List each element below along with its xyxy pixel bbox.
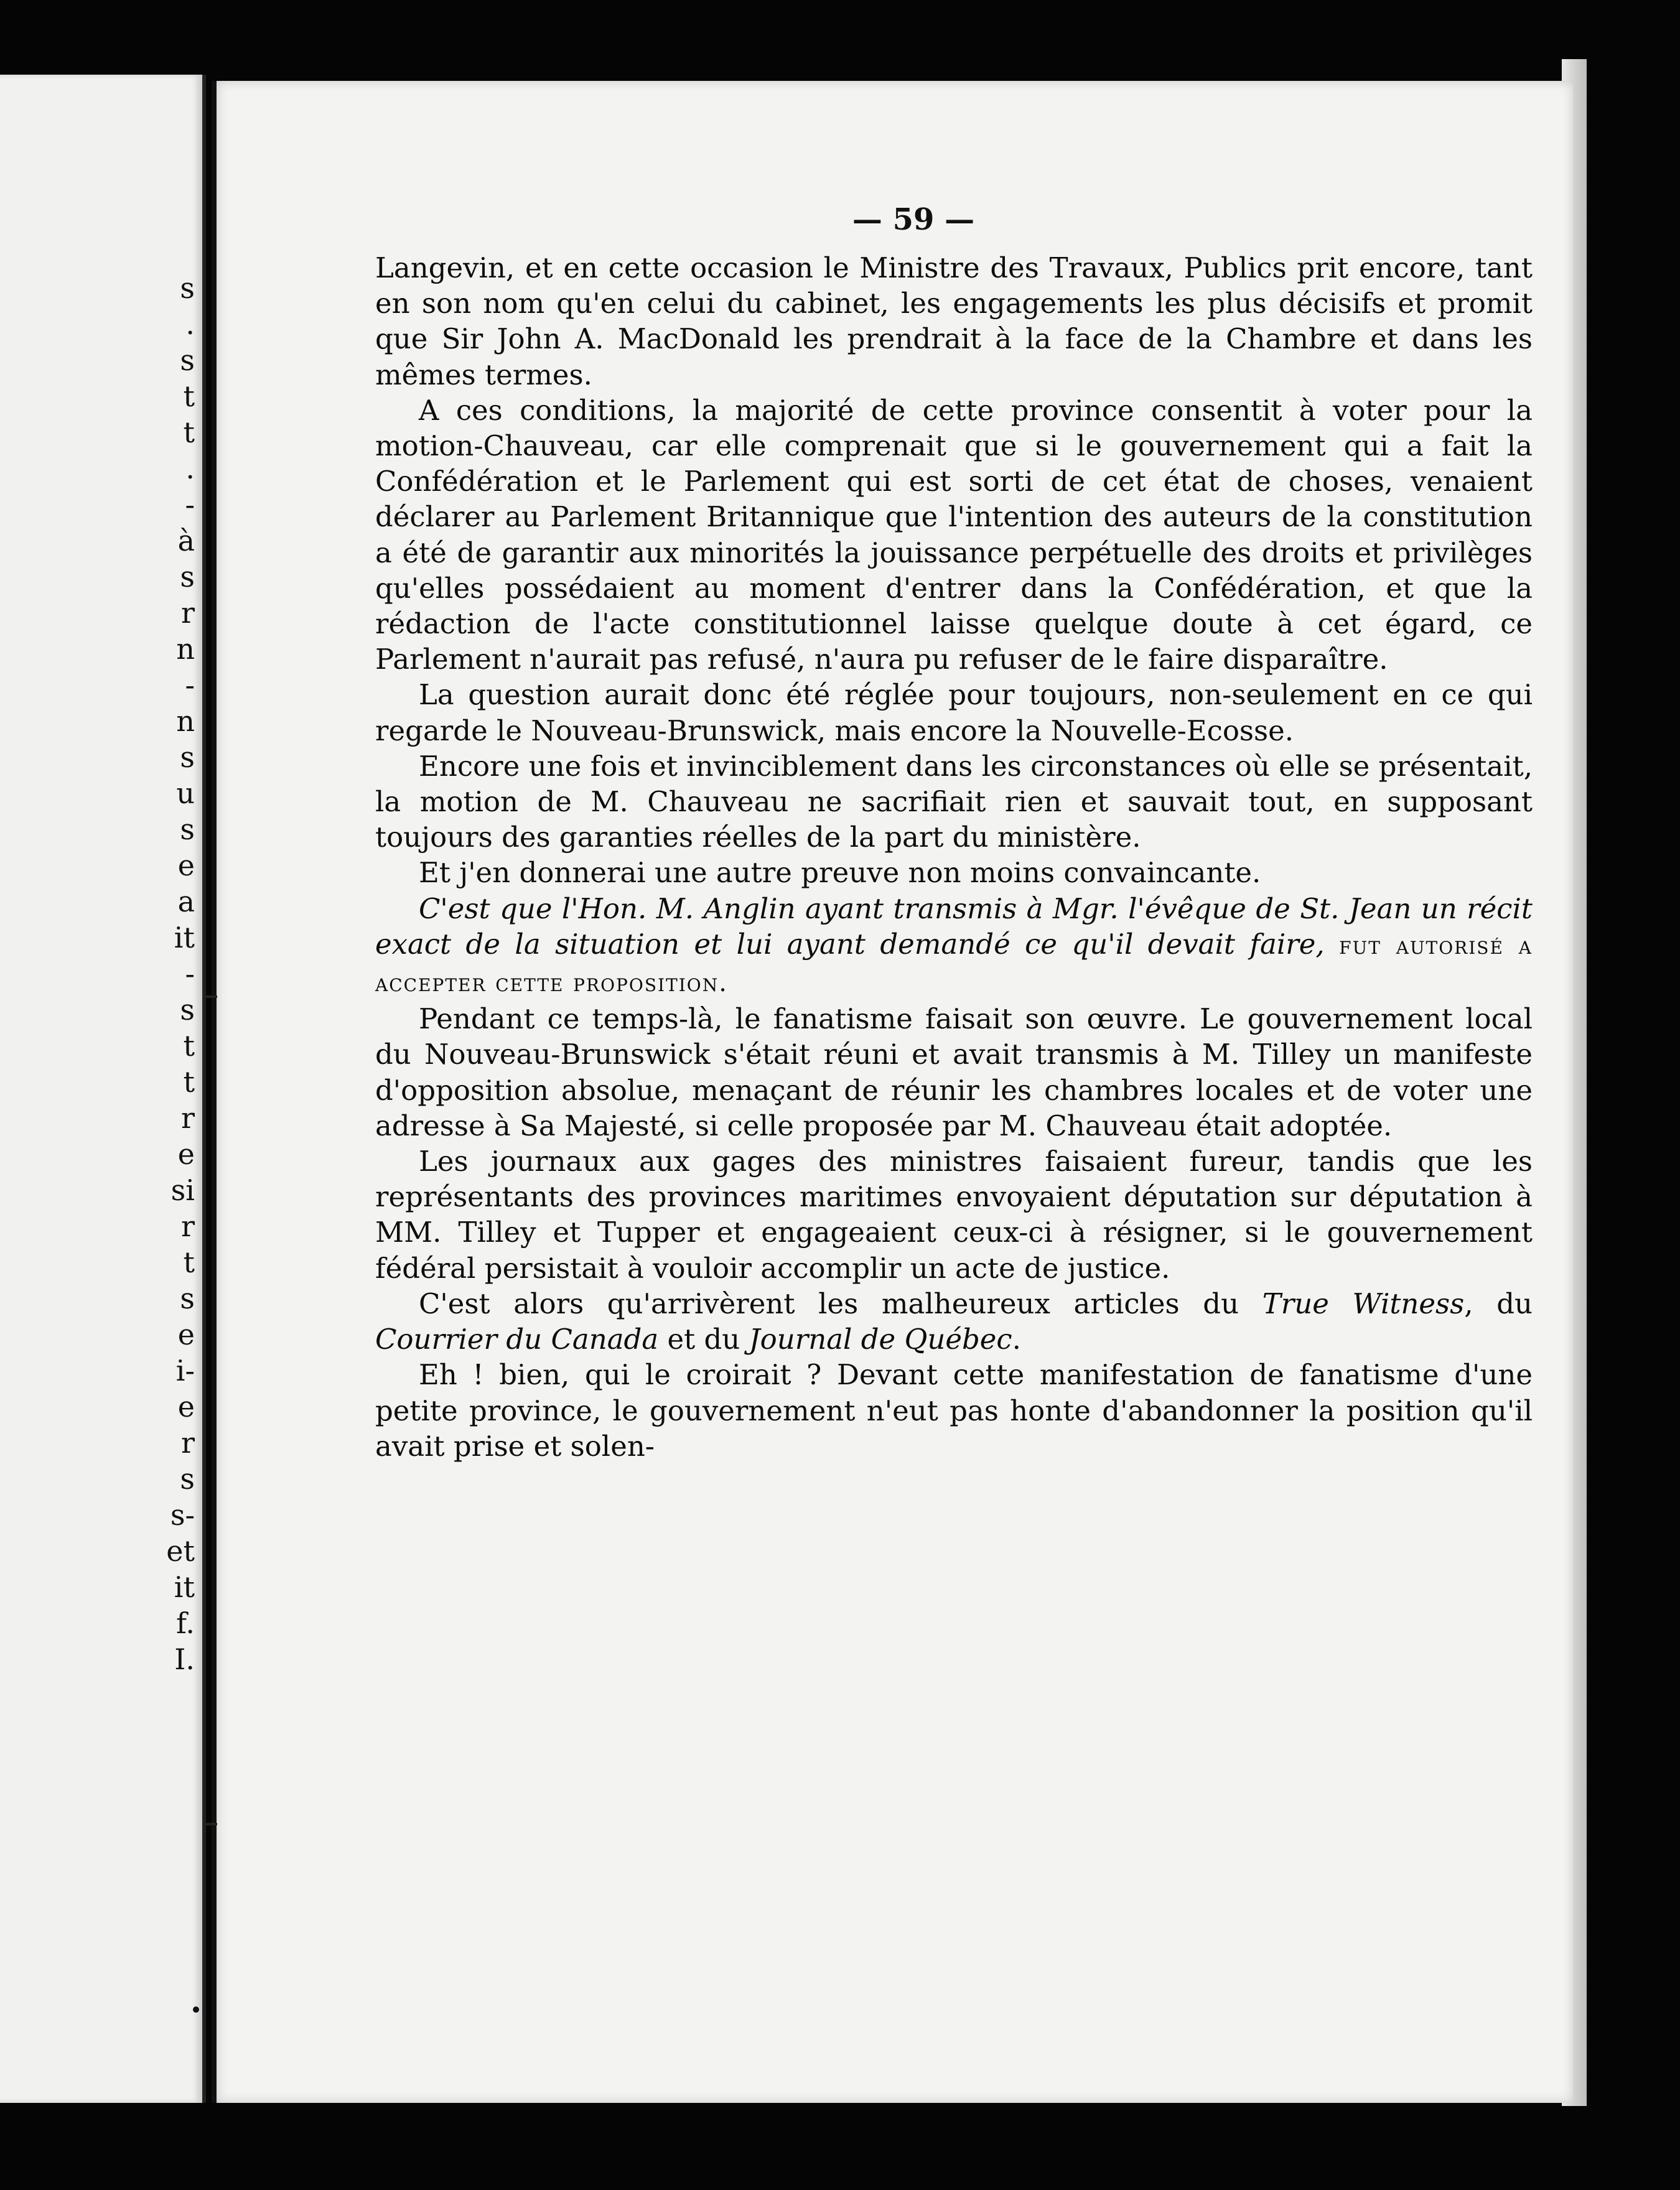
left-page-letter-fragment: it	[174, 921, 195, 954]
body-text	[375, 250, 1533, 1464]
left-page-letter-fragment: e	[177, 1318, 195, 1351]
left-page-letter-fragment: r	[181, 1426, 195, 1460]
text-segment: A ces conditions, la majorité de cette province consentit à voter pour la motion-Chauveau, car elle comprenait que si le gouvernement qui a fait la Confédération et le Parlement qui est sorti de cet état de choses, venaient déclarer au Parlement Britannique que l'intention des auteurs de la constitution a été de garantir aux minorités la jouissance perpétuelle des droits et privilèges qu'elles possédaient au moment d'entrer dans la Confédération, et que la rédaction de l'acte constitutionnel laisse quelque doute à cet égard, ce Parlement n'aurait pas refusé, n'aura pu refuser de le faire disparaître.	[375, 393, 1533, 676]
text-segment: Eh ! bien, qui le croirait ? Devant cette manifestation de fanatisme d'une petite province, le gouvernement n'eut pas honte d'abandonner la position qu'il avait prise et solen-	[375, 1358, 1533, 1463]
text-segment: .	[1012, 1323, 1021, 1356]
text-segment: Courrier du Canada	[375, 1323, 659, 1356]
left-page-letter-fragment: I.	[174, 1642, 195, 1676]
left-page-letter-fragment: a	[177, 885, 195, 918]
paragraph-p10	[375, 1357, 1533, 1464]
left-page-letter-fragment: .	[185, 452, 195, 485]
page-number: — 59 —	[852, 202, 975, 237]
paragraph-p6	[375, 891, 1533, 1002]
left-page-letter-fragment: u	[176, 776, 195, 810]
text-segment: Et j'en donnerai une autre preuve non moins convaincante.	[419, 856, 1261, 890]
left-page-letter-fragment: f.	[175, 1606, 195, 1640]
left-page-letter-fragment: s-	[170, 1498, 195, 1532]
paragraph-p7	[375, 1001, 1533, 1144]
text-segment: Journal de Québec	[749, 1323, 1012, 1356]
paragraph-p8	[375, 1144, 1533, 1286]
paragraph-p5	[375, 855, 1533, 890]
left-page-letter-fragment: it	[174, 1570, 195, 1604]
text-segment: Langevin, et en cette occasion le Ministre des Travaux, Publics prit encore, tant en son nom qu'en celui du cabinet, les engagements les plus décisifs et promit que Sir John A. MacDonald les prendrait à la face de la Chambre et dans les mêmes termes.	[375, 251, 1533, 391]
text-segment: et du	[658, 1323, 749, 1356]
left-page-letter-fragment: s	[180, 740, 195, 774]
left-page-letter-fragment: t	[183, 1065, 195, 1099]
paragraph-p2	[375, 393, 1533, 678]
left-page-letter-fragment: .	[185, 307, 195, 341]
left-page-letter-fragment: s	[180, 1462, 195, 1496]
text-segment: fut autorisé a accepter cette proposition.	[375, 931, 1533, 998]
margin-mark	[202, 995, 217, 998]
left-page-letter-fragment: -	[185, 488, 195, 521]
paragraph-p4	[375, 748, 1533, 855]
left-page-letter-fragment: r	[181, 1209, 195, 1243]
left-page-letter-fragment: n	[176, 632, 195, 666]
text-segment: Les journaux aux gages des ministres faisaient fureur, tandis que les représentants des provinces maritimes envoyaient députation sur députation à MM. Tilley et Tupper et engageaient ceux-ci à résigner, si le gouvernement fédéral persistait à vouloir accomplir un acte de justice.	[375, 1145, 1533, 1285]
left-page-letter-fragment: r	[181, 596, 195, 630]
left-page-letter-fragment: s	[180, 813, 195, 846]
margin-mark	[202, 1823, 217, 1825]
left-page-letter-fragment: n	[176, 704, 195, 738]
left-page-letter-fragment: e	[177, 1390, 195, 1424]
text-segment: C'est que l'Hon. M. Anglin ayant transmis à Mgr. l'évêque de St. Jean un récit exact de la situation et lui ayant demandé ce qu'il devait faire,	[375, 892, 1533, 961]
left-page-letter-fragment: t	[183, 1029, 195, 1063]
text-segment: La question aurait donc été réglée pour toujours, non-seulement en ce qui regarde le Nouveau-Brunswick, mais encore la Nouvelle-Ecosse.	[375, 678, 1533, 747]
paragraph-p1	[375, 250, 1533, 393]
left-page-letter-fragment: s	[180, 1282, 195, 1315]
paragraph-p3	[375, 677, 1533, 748]
left-page-letter-fragment: r	[181, 1101, 195, 1135]
left-page-letter-fragment: s	[180, 271, 195, 305]
left-page-letter-fragment: s	[180, 993, 195, 1027]
left-page-letter-fragment: -	[185, 957, 195, 990]
left-page-letter-fragment: e	[177, 1137, 195, 1171]
text-segment: Pendant ce temps-là, le fanatisme faisait son œuvre. Le gouvernement local du Nouveau-Brunswick s'était réuni et avait transmis à M. Tilley un manifeste d'opposition absolue, menaçant de réunir les chambres locales et de voter une adresse à Sa Majesté, si celle proposée par M. Chauveau était adoptée.	[375, 1002, 1533, 1142]
left-page-letter-fragment: t	[183, 416, 195, 449]
left-page-edge	[0, 75, 206, 2103]
left-page-letter-fragment: t	[183, 1246, 195, 1279]
text-segment: C'est alors qu'arrivèrent les malheureux articles du	[419, 1287, 1262, 1320]
left-page-letter-fragment: -	[185, 668, 195, 702]
left-page-letter-fragment: s	[180, 343, 195, 377]
left-page-letter-fragment: s	[180, 560, 195, 594]
left-page-letter-fragment: et	[166, 1534, 195, 1568]
text-segment: , du	[1464, 1287, 1533, 1320]
text-segment: Encore une fois et invinciblement dans les circonstances où elle se présentait, la motion de M. Chauveau ne sacrifiait rien et sauvait tout, en supposant toujours des garanties réelles de la part du ministère.	[375, 749, 1533, 854]
left-page-letter-fragment: à	[177, 524, 195, 557]
ink-speck	[193, 2006, 199, 2013]
text-segment: True Witness	[1262, 1287, 1465, 1320]
left-page-letter-fragment: i-	[175, 1354, 195, 1387]
paragraph-p9	[375, 1286, 1533, 1357]
left-page-letter-fragment: t	[183, 380, 195, 413]
right-page	[212, 81, 1573, 2103]
left-page-letter-fragment: si	[170, 1173, 195, 1207]
left-page-letter-fragment: e	[177, 849, 195, 882]
